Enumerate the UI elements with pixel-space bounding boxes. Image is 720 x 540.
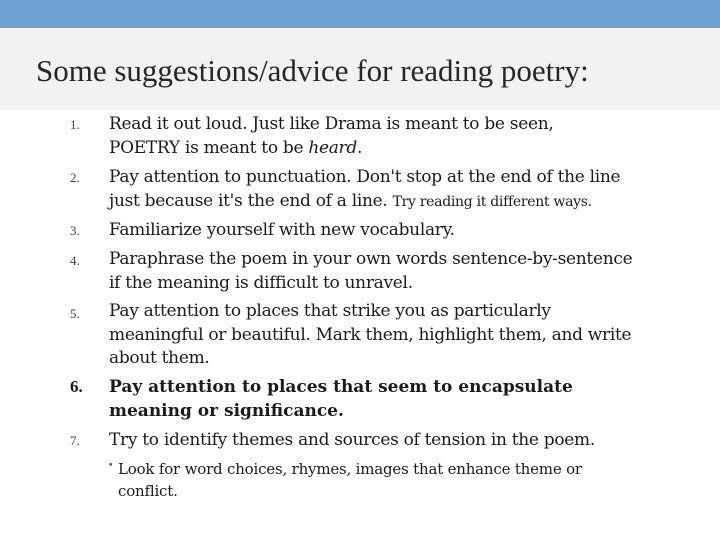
list-item-1-line-1: Read it out loud. Just like Drama is meant to be seen, xyxy=(109,114,554,134)
list-item-7 xyxy=(109,429,709,453)
sub-bullet-line-2: conflict. xyxy=(118,482,178,500)
item-number-4: 4. xyxy=(70,253,80,268)
sub-bullet-line-1: Look for word choices, rhymes, images that enhance theme or xyxy=(118,460,582,478)
item-number-2: 2. xyxy=(70,170,80,185)
list-item-4-line-2: if the meaning is difficult to unravel. xyxy=(109,272,413,293)
list-item-2 xyxy=(109,166,709,214)
item-number-3: 3. xyxy=(70,223,80,238)
list-item-5-line-1: Pay attention to places that strike you as particularly xyxy=(109,301,551,321)
slide-title: Some suggestions/advice for reading poetry: xyxy=(36,53,589,88)
sub-bullet-marker: • xyxy=(108,461,114,471)
list-item-4 xyxy=(109,248,709,295)
list-item-2-line-1: Pay attention to punctuation. Don't stop at the end of the line xyxy=(109,167,621,187)
list-item-3 xyxy=(109,219,709,243)
list-item-1-line-2: POETRY is meant to be xyxy=(109,137,309,158)
list-item-2-line-2: just because it's the end of a line. xyxy=(109,190,393,211)
list-item-6-line-2: meaning or significance. xyxy=(109,400,344,421)
list-item-6 xyxy=(109,376,709,423)
item-number-6: 6. xyxy=(70,377,83,396)
list-item-5 xyxy=(109,300,709,371)
list-item-4-line-1: Paraphrase the poem in your own words sentence-by-sentence xyxy=(109,249,633,269)
list-item-6-line-1: Pay attention to places that seem to encapsulate xyxy=(109,377,573,397)
item-number-1: 1. xyxy=(70,117,80,132)
header-band xyxy=(0,0,720,28)
list-item-1 xyxy=(109,113,709,160)
list-item-5-line-3: about them. xyxy=(109,348,210,368)
list-item-2-note: Try reading it different ways. xyxy=(392,193,592,210)
list-item-7-line-1: Try to identify themes and sources of tension in the poem. xyxy=(109,430,595,450)
item-number-5: 5. xyxy=(70,306,80,321)
sub-bullet-item xyxy=(118,458,658,502)
list-item-1-emphasis: heard xyxy=(308,137,357,158)
item-number-7: 7. xyxy=(70,433,80,448)
list-item-3-line-1: Familiarize yourself with new vocabulary. xyxy=(109,220,455,240)
list-item-5-line-2: meaningful or beautiful. Mark them, highlight them, and write xyxy=(109,324,632,345)
list-item-1-tail: . xyxy=(356,137,363,158)
